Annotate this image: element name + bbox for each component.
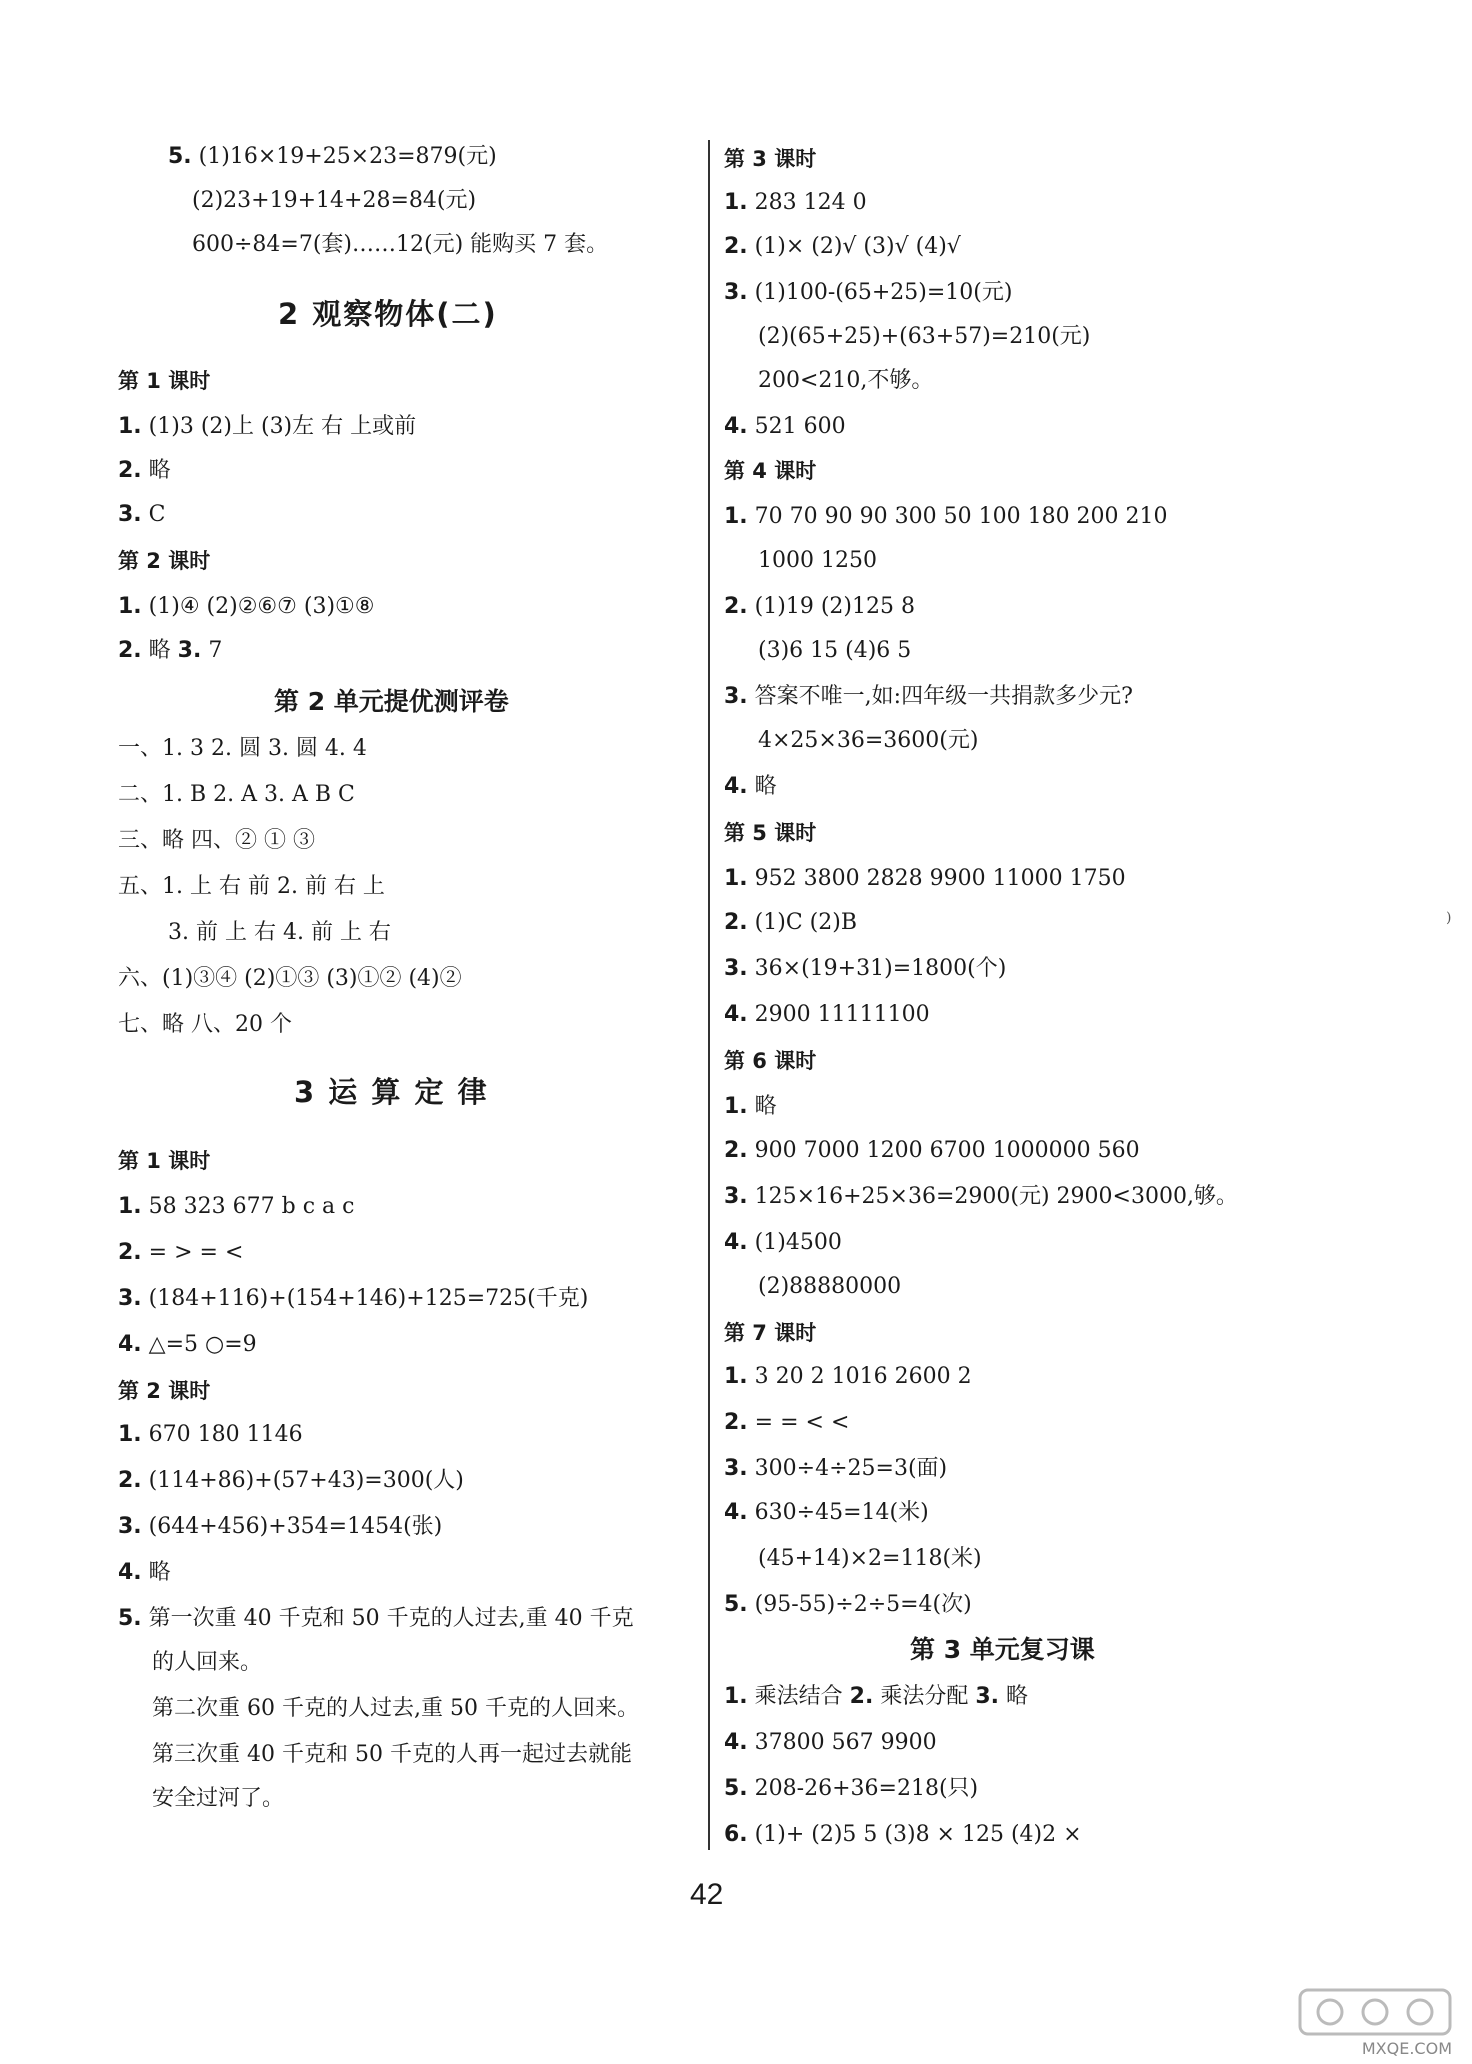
answer-line: 五、1. 上 右 前 2. 前 右 上 — [118, 874, 385, 899]
answer-line: 5. 208-26+36=218(只) — [724, 1776, 979, 1801]
answer-line: 600÷84=7(套)……12(元) 能购买 7 套。 — [192, 232, 609, 257]
answer-line: 5. (1)16×19+25×23=879(元) — [168, 144, 497, 169]
lesson-heading: 第 3 课时 — [724, 147, 817, 171]
answer-line: 1. 58 323 677 b c a c — [118, 1194, 355, 1219]
answer-line: 1. 670 180 1146 — [118, 1422, 303, 1447]
answer-line: 4. 2900 11111100 — [724, 1002, 930, 1027]
answer-line: 二、1. B 2. A 3. A B C — [118, 782, 355, 807]
answer-line: 1. 283 124 0 — [724, 190, 867, 215]
answer-line: 1. 略 — [724, 1094, 777, 1119]
answer-line: 4. (1)4500 — [724, 1230, 842, 1255]
answer-line: 的人回来。 — [152, 1650, 263, 1675]
answer-line: 3. 125×16+25×36=2900(元) 2900<3000,够。 — [724, 1184, 1238, 1209]
answer-line: (45+14)×2=118(米) — [758, 1546, 982, 1571]
answer-line: 2. (1)19 (2)125 8 — [724, 594, 915, 619]
answer-line: 第三次重 40 千克和 50 千克的人再一起过去就能 — [152, 1742, 632, 1767]
answer-line: 4. △=5 ○=9 — [118, 1332, 257, 1357]
answer-line: 2. 900 7000 1200 6700 1000000 560 — [724, 1138, 1140, 1163]
answer-line: 4. 37800 567 9900 — [724, 1730, 937, 1755]
answer-line: 2. 略 3. 7 — [118, 638, 223, 663]
answer-line: 3. 300÷4÷25=3(面) — [724, 1456, 948, 1481]
answer-line: 一、1. 3 2. 圆 3. 圆 4. 4 — [118, 736, 367, 761]
answer-line: (2)88880000 — [758, 1274, 902, 1299]
answer-line: 安全过河了。 — [152, 1786, 285, 1811]
answer-line: 1. (1)④ (2)②⑥⑦ (3)①⑧ — [118, 594, 375, 619]
lesson-heading: 第 5 课时 — [724, 821, 817, 845]
review-title: 第 3 单元复习课 — [910, 1635, 1095, 1664]
answer-line: 3. 答案不唯一,如:四年级一共捐款多少元? — [724, 684, 1133, 709]
answer-line: 4. 630÷45=14(米) — [724, 1500, 929, 1525]
answer-line: 3. (644+456)+354=1454(张) — [118, 1514, 443, 1539]
lesson-heading: 第 1 课时 — [118, 1149, 211, 1173]
lesson-heading: 第 7 课时 — [724, 1321, 817, 1345]
lesson-heading: 第 2 课时 — [118, 1379, 211, 1403]
answer-line: 三、略 四、② ① ③ — [118, 828, 315, 853]
answer-line: 3. C — [118, 502, 166, 527]
answer-line: 2. = > = < — [118, 1240, 244, 1265]
answer-line: 1. 乘法结合 2. 乘法分配 3. 略 — [724, 1684, 1029, 1709]
answer-line: 200<210,不够。 — [758, 368, 934, 393]
answer-line: 1. 70 70 90 90 300 50 100 180 200 210 — [724, 504, 1168, 529]
answer-line: (2)23+19+14+28=84(元) — [192, 188, 477, 213]
test-title: 第 2 单元提优测评卷 — [274, 687, 509, 716]
column-divider — [708, 140, 710, 1850]
answer-line: 1000 1250 — [758, 548, 877, 573]
answer-line: 6. (1)+ (2)5 5 (3)8 × 125 (4)2 × — [724, 1822, 1082, 1847]
answer-line: 5. 第一次重 40 千克和 50 千克的人过去,重 40 千克 — [118, 1606, 634, 1631]
page-number: 42 — [690, 1878, 724, 1911]
answer-line: 3. (184+116)+(154+146)+125=725(千克) — [118, 1286, 589, 1311]
answer-line: 4. 略 — [724, 774, 777, 799]
answer-line: (3)6 15 (4)6 5 — [758, 638, 912, 663]
answer-line: 2. (1)× (2)√ (3)√ (4)√ — [724, 234, 961, 259]
lesson-heading: 第 1 课时 — [118, 369, 211, 393]
answer-line: 1. 3 20 2 1016 2600 2 — [724, 1364, 972, 1389]
answer-line: (2)(65+25)+(63+57)=210(元) — [758, 324, 1091, 349]
answer-line: 六、(1)③④ (2)①③ (3)①② (4)② — [118, 966, 462, 991]
lesson-heading: 第 2 课时 — [118, 549, 211, 573]
answer-line: 2. (1)C (2)B — [724, 910, 857, 935]
answer-line: 4×25×36=3600(元) — [758, 728, 979, 753]
unit-title: 3 运 算 定 律 — [294, 1075, 489, 1109]
answer-line: 4. 521 600 — [724, 414, 846, 439]
answer-line: 2. 略 — [118, 458, 171, 483]
answer-line: 3. 36×(19+31)=1800(个) — [724, 956, 1007, 981]
answer-line: 3. (1)100-(65+25)=10(元) — [724, 280, 1013, 305]
lesson-heading: 第 4 课时 — [724, 459, 817, 483]
answer-line: 2. (114+86)+(57+43)=300(人) — [118, 1468, 464, 1493]
answer-line: 4. 略 — [118, 1560, 171, 1585]
answer-line: 1. (1)3 (2)上 (3)左 右 上或前 — [118, 414, 417, 439]
unit-title: 2 观察物体(二) — [278, 297, 498, 331]
answer-line: 2. = = < < — [724, 1410, 850, 1435]
margin-mark: ) — [1446, 910, 1452, 926]
watermark-text: MXQE.COM — [1361, 2039, 1452, 2058]
answer-line: 5. (95-55)÷2÷5=4(次) — [724, 1592, 972, 1617]
answer-line: 第二次重 60 千克的人过去,重 50 千克的人回来。 — [152, 1696, 639, 1721]
answer-line: 七、略 八、20 个 — [118, 1012, 292, 1037]
answer-line: 1. 952 3800 2828 9900 11000 1750 — [724, 866, 1126, 891]
lesson-heading: 第 6 课时 — [724, 1049, 817, 1073]
answer-line: 3. 前 上 右 4. 前 上 右 — [168, 920, 391, 945]
